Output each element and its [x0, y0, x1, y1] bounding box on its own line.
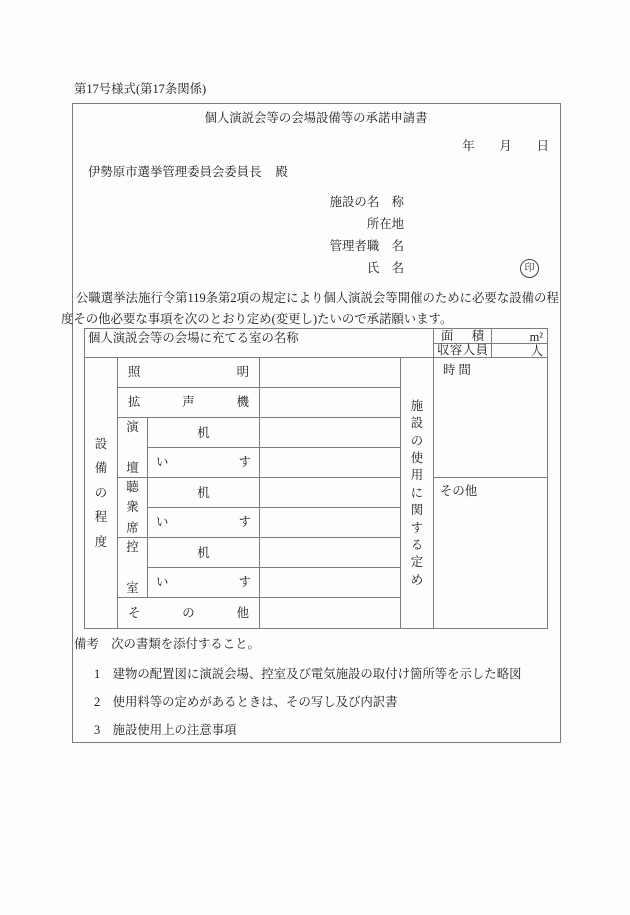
audience-chair-label-cell: い す — [148, 508, 260, 538]
other-equipment-value-cell — [260, 598, 401, 628]
usage-rules-axis: 施 設 の 使 用 に 関 す る 定 め — [401, 358, 434, 628]
application-paragraph: 公職選挙法施行令第119条第2項の規定により個人演説会等開催のために必要な設備の程度その他必要な事項を次のとおり定め(変更し)たいので承諾願います。 — [61, 291, 559, 326]
addressee-line — [88, 165, 288, 179]
addressee-honorific: 殿 — [275, 165, 288, 179]
waitingroom-chair-label-cell: い す — [148, 568, 260, 598]
audience-desk-value-cell — [260, 478, 401, 508]
remarks-heading: 備考 次の書類を添付すること。 — [74, 637, 260, 651]
facility-name-label: 施設の名 称 — [329, 195, 404, 209]
podium-chair-value-cell — [260, 448, 401, 478]
loudspeaker-label-cell: 拡 声 機 — [118, 388, 260, 418]
remarks-item-3: 3 施設使用上の注意事項 — [94, 723, 237, 737]
remarks-item-2: 2 使用料等の定めがあるときは、その写し及び内訳書 — [94, 695, 398, 709]
waitingroom-desk-label-cell: 机 — [148, 538, 260, 568]
podium-desk-label-cell: 机 — [148, 418, 260, 448]
seal-char: 印 — [524, 262, 535, 274]
waitingroom-desk-value-cell — [260, 538, 401, 568]
area-unit-cell: m² — [492, 329, 547, 344]
addressee-name: 伊勢原市選挙管理委員会委員長 — [88, 165, 262, 179]
audience-group-label: 聴 衆 席 — [118, 478, 148, 538]
equipment-table — [84, 328, 548, 629]
capacity-label-cell: 収 容 人 員 — [434, 344, 492, 358]
facility-fields — [200, 195, 404, 283]
usage-other-cell: その他 — [440, 484, 478, 498]
lighting-label-cell: 照 明 — [118, 358, 260, 388]
other-equipment-label-cell: そ の 他 — [118, 598, 260, 628]
equipment-degree-axis: 設 備 の 程 度 — [85, 358, 118, 628]
waitingroom-chair-value-cell — [260, 568, 401, 598]
audience-desk-label-cell: 机 — [148, 478, 260, 508]
lighting-value-cell — [260, 358, 401, 388]
manager-name-label: 氏 名 — [366, 261, 404, 275]
remarks-item-1: 1 建物の配置図に演説会場、控室及び電気施設の取付け箇所等を示した略図 — [94, 667, 522, 681]
area-label-cell: 面 積 — [434, 329, 492, 344]
loudspeaker-value-cell — [260, 388, 401, 418]
waitingroom-group-label: 控 室 — [118, 538, 148, 598]
seal-icon — [520, 259, 539, 278]
form-title: 個人演説会等の会場設備等の承諾申請書 — [204, 111, 428, 125]
podium-chair-label-cell: い す — [148, 448, 260, 478]
form-number-label: 第17号様式(第17条関係) — [74, 82, 207, 96]
date-line: 年 月 日 — [462, 139, 549, 153]
facility-address-label: 所在地 — [366, 217, 404, 231]
capacity-unit-cell: 人 — [492, 344, 547, 358]
podium-group-label: 演 壇 — [118, 418, 148, 478]
room-name-header-cell: 個人演説会等の会場に充てる室の名称 — [85, 329, 434, 358]
audience-chair-value-cell — [260, 508, 401, 538]
manager-title-label: 管理者職 名 — [329, 239, 404, 253]
usage-time-cell: 時 間 — [434, 358, 547, 478]
podium-desk-value-cell — [260, 418, 401, 448]
